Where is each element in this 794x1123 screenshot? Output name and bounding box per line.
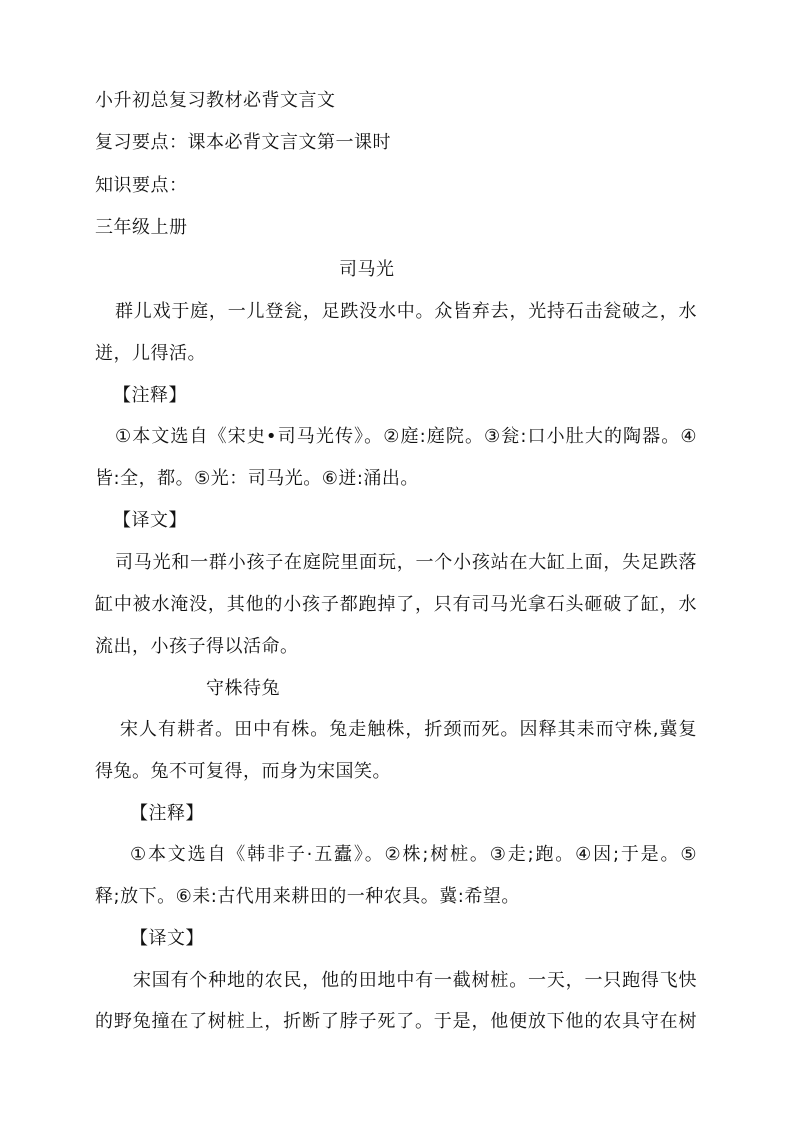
shou-zhu-dai-tu-translation-line-2: 的野兔撞在了树桩上，折断了脖子死了。于是，他便放下他的农具守在树 bbox=[95, 1011, 697, 1032]
sima-guang-text-line-2: 迸，儿得活。 bbox=[95, 343, 206, 364]
grade-heading: 三年级上册 bbox=[95, 217, 188, 238]
sima-guang-notes-line-1: ①本文选自《宋史•司马光传》。②庭:庭院。③瓮:口小肚大的陶器。④ bbox=[115, 426, 697, 447]
shou-zhu-dai-tu-notes-heading: 【注释】 bbox=[130, 803, 204, 824]
shou-zhu-dai-tu-notes-line-2: 释;放下。⑥耒:古代用来耕田的一种农具。冀:希望。 bbox=[95, 886, 520, 907]
sima-guang-text-line-1: 群儿戏于庭，一儿登瓮，足跌没水中。众皆弃去，光持石击瓮破之，水 bbox=[115, 301, 697, 322]
shou-zhu-dai-tu-text-line-1: 宋人有耕者。田中有株。兔走触株，折颈而死。因释其耒而守株,冀复 bbox=[120, 719, 697, 740]
sima-guang-notes-heading: 【注释】 bbox=[113, 385, 187, 406]
shou-zhu-dai-tu-translation-line-1: 宋国有个种地的农民，他的田地中有一截树桩。一天，一只跑得飞快 bbox=[133, 970, 697, 991]
knowledge-point: 知识要点： bbox=[95, 175, 188, 196]
shou-zhu-dai-tu-title: 守株待兔 bbox=[206, 678, 280, 699]
sima-guang-notes-line-2: 皆:全，都。⑤光：司马光。⑥迸:涌出。 bbox=[95, 468, 419, 489]
document-title: 小升初总复习教材必背文言文 bbox=[95, 90, 336, 111]
sima-guang-translation-heading: 【译文】 bbox=[113, 510, 187, 531]
review-point: 复习要点：课本必背文言文第一课时 bbox=[95, 132, 391, 153]
shou-zhu-dai-tu-notes-line-1: ①本文选自《韩非子·五蠹》。②株;树桩。③走;跑。④因;于是。⑤ bbox=[130, 844, 697, 865]
sima-guang-translation-line-2: 缸中被水淹没，其他的小孩子都跑掉了，只有司马光拿石头砸破了缸，水 bbox=[95, 594, 697, 615]
sima-guang-translation-line-3: 流出，小孩子得以活命。 bbox=[95, 636, 299, 657]
sima-guang-translation-line-1: 司马光和一群小孩子在庭院里面玩，一个小孩站在大缸上面，失足跌落 bbox=[115, 552, 697, 573]
shou-zhu-dai-tu-text-line-2: 得兔。兔不可复得，而身为宋国笑。 bbox=[95, 761, 391, 782]
shou-zhu-dai-tu-translation-heading: 【译文】 bbox=[130, 928, 204, 949]
sima-guang-title: 司马光 bbox=[339, 259, 395, 280]
